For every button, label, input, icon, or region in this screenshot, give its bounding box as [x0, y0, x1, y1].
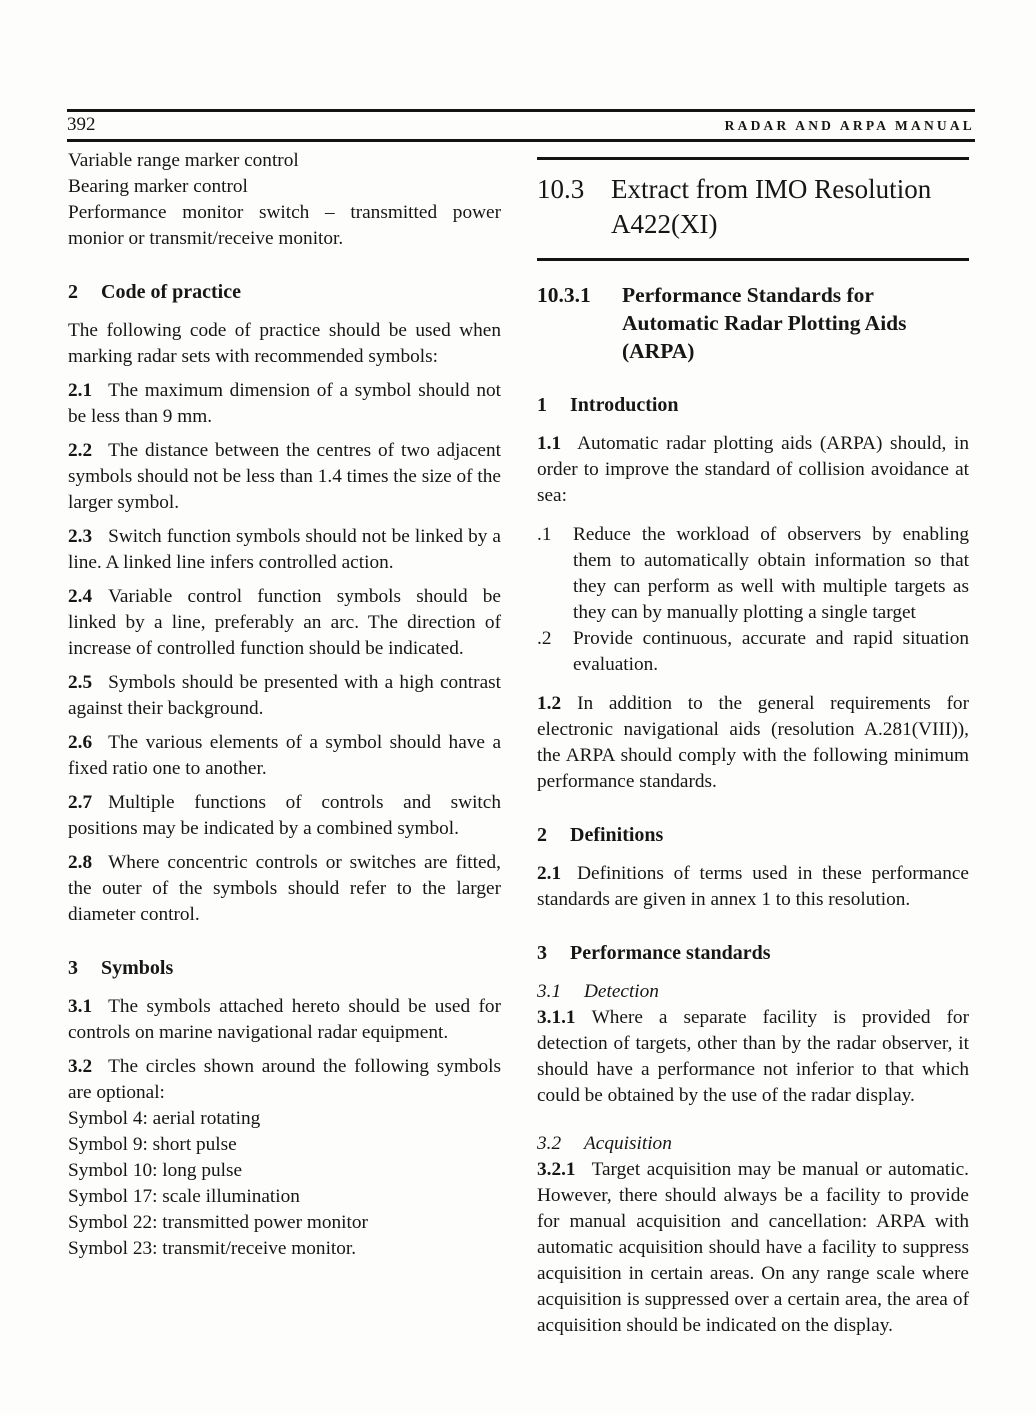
section-title: Code of practice	[101, 281, 241, 303]
section-title	[622, 281, 907, 365]
paragraph-number: 2.8	[68, 852, 93, 873]
paragraph-number: 2.5	[68, 672, 93, 693]
control-list-line: Variable range marker control	[68, 150, 299, 171]
paragraph-2-4	[68, 584, 501, 662]
subsection-number: 3.1	[537, 981, 562, 1002]
section-number: 10.3.1	[537, 283, 591, 307]
paragraph-text: Switch function symbols should not be linked by a line. A linked line infers controlled action.	[68, 526, 501, 573]
paragraph-text: Definitions of terms used in these performance standards are given in annex 1 to this resolution.	[537, 863, 969, 910]
section-number: 3	[68, 957, 78, 979]
paragraph-text: The symbols attached hereto should be used for controls on marine navigational radar equipment.	[68, 996, 501, 1043]
paragraph-text: The circles shown around the following symbols are optional:	[68, 1056, 501, 1103]
paragraph-2-1-def	[537, 861, 969, 913]
section-heading-performance-standards	[537, 940, 969, 966]
subsection-label-acquisition	[537, 1131, 969, 1157]
paragraph-3-2	[68, 1054, 501, 1106]
running-header	[67, 109, 975, 142]
paragraph-text: Variable control function symbols should be linked by a line, preferably an arc. The direction of increase of controlled function should be indicated.	[68, 586, 501, 659]
sub-item-1	[537, 522, 969, 626]
symbol-list-item: Symbol 4: aerial rotating	[68, 1108, 261, 1129]
paragraph-1-2	[537, 691, 969, 795]
paragraph-number: 2.3	[68, 526, 93, 547]
paragraph-2-8	[68, 850, 501, 928]
paragraph-number: 3.2	[68, 1056, 93, 1077]
section-title-line2: Automatic Radar Plotting Aids	[622, 311, 907, 335]
paragraph-3-1	[68, 994, 501, 1046]
section-title-line3: (ARPA)	[622, 339, 695, 363]
paragraph-text: Multiple functions of controls and switch positions may be indicated by a combined symbol.	[68, 792, 501, 839]
chapter-number: 10.3	[537, 174, 585, 204]
paragraph-number: 2.1	[68, 380, 93, 401]
section-title: Symbols	[101, 957, 174, 979]
section-heading-10-3-1	[537, 281, 969, 365]
paragraph-2-7	[68, 790, 501, 842]
paragraph-2-6	[68, 730, 501, 782]
subsection-title: Detection	[584, 981, 659, 1002]
paragraph-text: The maximum dimension of a symbol should not be less than 9 mm.	[68, 380, 501, 427]
subsection-title: Acquisition	[584, 1133, 672, 1154]
paragraph: The following code of practice should be used when marking radar sets with recommended symbols:	[68, 320, 501, 367]
chapter-title-line2: A422(XI)	[611, 209, 718, 239]
section-title-line1: Performance Standards for	[622, 283, 874, 307]
paragraph-number: 2.4	[68, 586, 93, 607]
section-heading-introduction	[537, 392, 969, 418]
section-title: Definitions	[570, 824, 664, 846]
symbol-list-item: Symbol 22: transmitted power monitor	[68, 1212, 368, 1233]
paragraph-2-1	[68, 378, 501, 430]
symbol-list-item: Symbol 17: scale illumination	[68, 1186, 300, 1207]
paragraph-number: 1.1	[537, 433, 562, 454]
paragraph-1-1	[537, 431, 969, 509]
symbol-list	[68, 1106, 501, 1262]
left-column	[68, 148, 501, 1262]
sub-item-number: .1	[537, 524, 552, 545]
section-heading-definitions	[537, 822, 969, 848]
section-title: Performance standards	[570, 942, 771, 964]
chapter-title	[611, 172, 931, 242]
section-heading-code-of-practice	[68, 279, 501, 305]
paragraph-text: Target acquisition may be manual or automatic. However, there should always be a facility to provide for manual acquisition and cancellation: ARPA with automatic acquisition should have a facility to suppress acquisition in certain areas. On any range scale where acquisition is suppressed over a certain area, the area of acquisition should be indicated on the display.	[537, 1159, 969, 1336]
running-head-title: RADAR AND ARPA MANUAL	[724, 118, 975, 133]
paragraph-text: In addition to the general requirements for electronic navigational aids (resolution A.281(VIII)), the ARPA should comply with the following minimum performance standards.	[537, 693, 969, 792]
paragraph-text: The various elements of a symbol should have a fixed ratio one to another.	[68, 732, 501, 779]
paragraph-number: 1.2	[537, 693, 562, 714]
paragraph-3-1-1	[537, 1005, 969, 1109]
paragraph-text: The distance between the centres of two adjacent symbols should not be less than 1.4 times the size of the larger symbol.	[68, 440, 501, 513]
paragraph-number: 2.1	[537, 863, 562, 884]
section-number: 3	[537, 942, 547, 964]
control-list-line: Bearing marker control	[68, 176, 248, 197]
subsection-label-detection	[537, 979, 969, 1005]
paragraph-text: Symbols should be presented with a high contrast against their background.	[68, 672, 501, 719]
paragraph-2-3	[68, 524, 501, 576]
section-number: 1	[537, 394, 547, 416]
chapter-title-line1: Extract from IMO Resolution	[611, 174, 932, 204]
sub-item-text: Provide continuous, accurate and rapid situation evaluation.	[573, 628, 969, 675]
chapter-heading-10-3	[537, 172, 969, 242]
paragraph-text: Where concentric controls or switches are fitted, the outer of the symbols should refer to the larger diameter control.	[68, 852, 501, 925]
symbol-list-item: Symbol 10: long pulse	[68, 1160, 243, 1181]
symbol-list-item: Symbol 9: short pulse	[68, 1134, 237, 1155]
chapter-title-block	[537, 157, 969, 261]
paragraph-3-2-1	[537, 1157, 969, 1339]
paragraph-text: Where a separate facility is provided for detection of targets, other than by the radar observer, it should have a performance not inferior to that which could be obtained by the use of the radar display.	[537, 1007, 969, 1106]
sub-item-number: .2	[537, 628, 552, 649]
paragraph-2-2	[68, 438, 501, 516]
right-column	[537, 148, 969, 1339]
control-list-line: Performance monitor switch – transmitted power monior or transmit/receive monitor.	[68, 202, 501, 249]
paragraph-2-5	[68, 670, 501, 722]
paragraph-number: 2.6	[68, 732, 93, 753]
paragraph-number: 3.1.1	[537, 1007, 576, 1028]
sub-item-2	[537, 626, 969, 678]
section-heading-symbols	[68, 955, 501, 981]
section-number: 2	[537, 824, 547, 846]
symbol-list-item: Symbol 23: transmit/receive monitor.	[68, 1238, 357, 1259]
sub-item-text: Reduce the workload of observers by enabling them to automatically obtain information so that they can perform as well with multiple targets as they can by manually plotting a single target	[573, 524, 969, 623]
page-number: 392	[67, 114, 96, 135]
subsection-number: 3.2	[537, 1133, 562, 1154]
section-number: 2	[68, 281, 78, 303]
paragraph-number: 3.2.1	[537, 1159, 576, 1180]
section-title: Introduction	[570, 394, 679, 416]
paragraph-number: 2.7	[68, 792, 93, 813]
paragraph-number: 2.2	[68, 440, 93, 461]
paragraph-number: 3.1	[68, 996, 93, 1017]
paragraph-text: Automatic radar plotting aids (ARPA) should, in order to improve the standard of collision avoidance at sea:	[537, 433, 969, 506]
